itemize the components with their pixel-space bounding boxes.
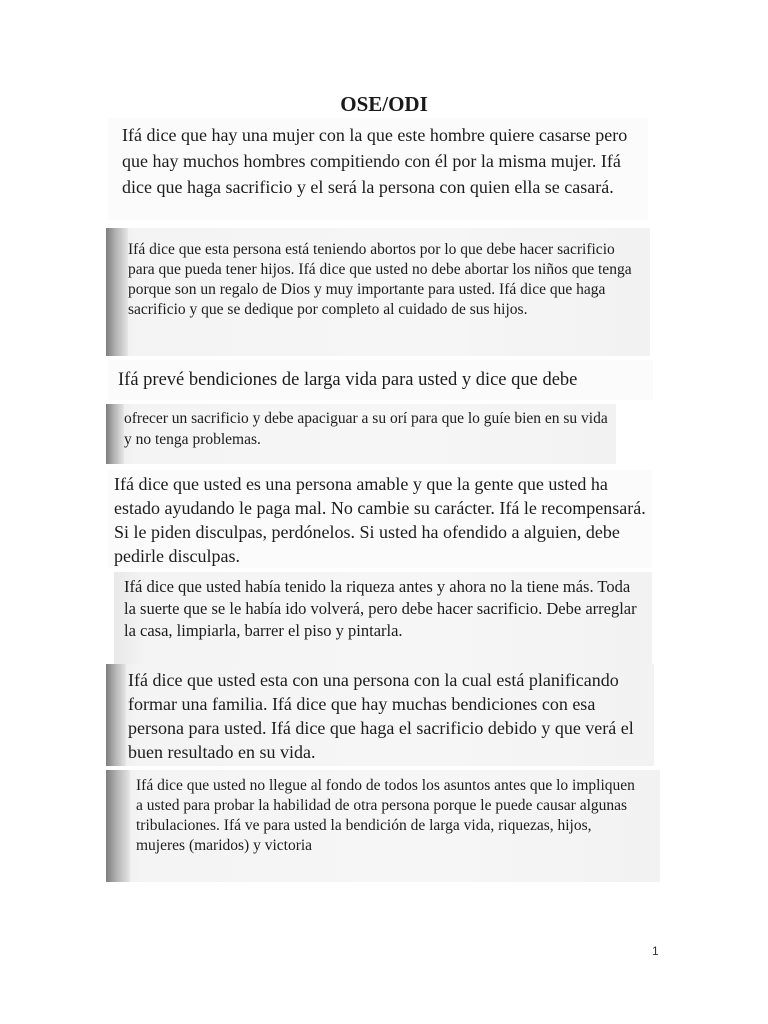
scan-block-5 xyxy=(108,470,652,568)
paragraph-6: Ifá dice que usted había tenido la riqueza antes y ahora no la tiene más. Toda la suerte que se le había ido volverá, pero debe hacer sacrificio. Debe arreglar la casa, limpiarla, barrer el piso y pintarla. xyxy=(124,577,637,640)
scan-edge-shadow xyxy=(106,664,126,766)
paragraph-1: Ifá dice que hay una mujer con la que este hombre quiere casarse pero que hay muchos hombres compitiendo con él por la misma mujer. Ifá dice que haga sacrificio y el será la persona con quien ella se casará. xyxy=(122,125,628,197)
scan-block-1 xyxy=(108,118,648,220)
scan-block-3 xyxy=(108,360,653,400)
scan-edge-shadow xyxy=(106,228,128,356)
paragraph-3: Ifá prevé bendiciones de larga vida para usted y dice que debe xyxy=(118,370,578,390)
page-number: 1 xyxy=(652,944,659,958)
paragraph-8: Ifá dice que usted no llegue al fondo de todos los asuntos antes que lo impliquen a usted para probar la habilidad de otra persona porque le puede causar algunas tribulaciones. Ifá ve para usted la bendición de larga vida, riquezas, hijos, mujeres (maridos) y victoria xyxy=(136,777,635,854)
scan-edge-shadow xyxy=(106,770,130,882)
scan-block-6 xyxy=(114,572,652,664)
scan-edge-shadow xyxy=(106,404,124,464)
page-title: OSE/ODI xyxy=(340,92,428,116)
scan-block-8 xyxy=(106,770,660,882)
paragraph-7: Ifá dice que usted esta con una persona con la cual está planificando formar una familia. Ifá dice que hay muchas bendiciones con esa persona para usted. Ifá dice que haga el sacrificio debido y que verá el buen resultado en su vida. xyxy=(128,670,634,762)
paragraph-5: Ifá dice que usted es una persona amable y que la gente que usted ha estado ayudando le paga mal. No cambie su carácter. Ifá le recompensará. Si le piden disculpas, perdónelos. Si usted ha ofendido a alguien, debe pedirle disculpas. xyxy=(114,474,646,566)
scan-block-7 xyxy=(106,664,654,766)
scan-block-4 xyxy=(106,404,616,464)
paragraph-2: Ifá dice que esta persona está teniendo abortos por lo que debe hacer sacrificio para que pueda tener hijos. Ifá dice que usted no debe abortar los niños que tenga porque son un regalo de Dios y muy importante para usted. Ifá dice que haga sacrificio y que se dedique por completo al cuidado de sus hijos. xyxy=(128,241,632,318)
paragraph-4: ofrecer un sacrificio y debe apaciguar a su orí para que lo guíe bien en su vida y no tenga problemas. xyxy=(124,410,608,448)
scan-block-2 xyxy=(106,228,650,356)
